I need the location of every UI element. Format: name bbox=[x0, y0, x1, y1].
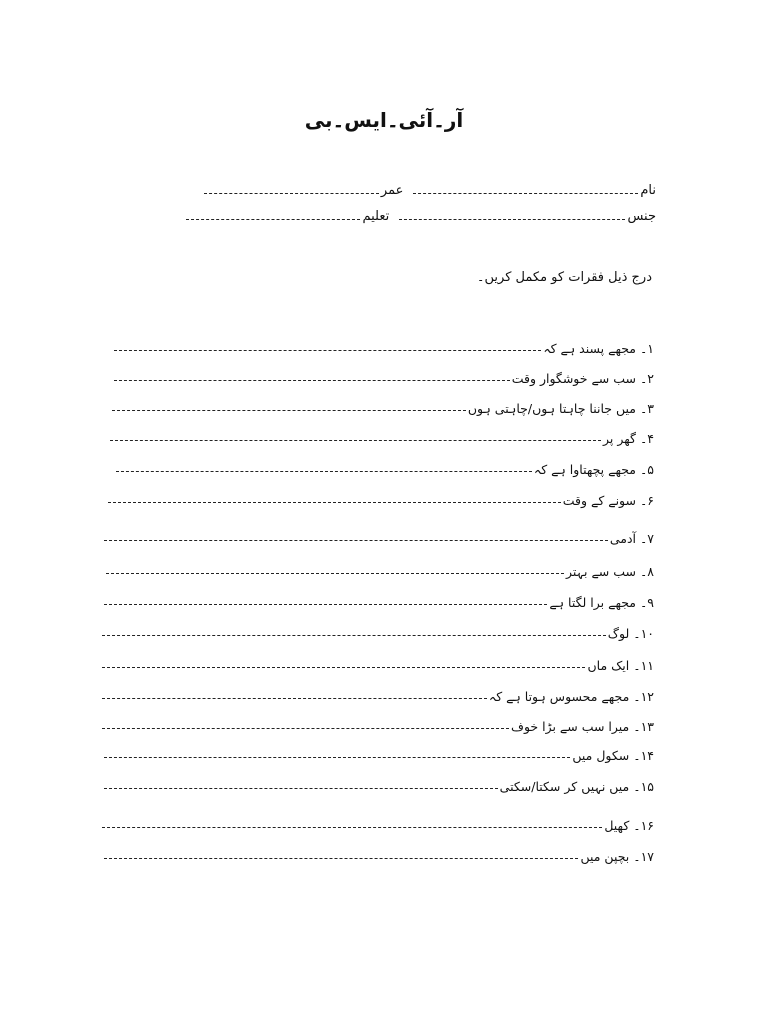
name-field[interactable] bbox=[413, 193, 638, 194]
sentence-answer-line[interactable] bbox=[110, 440, 601, 441]
sentence-label: ۹۔ مجھے برا لگتا ہے bbox=[549, 595, 654, 610]
sentence-label: ۸۔ سب سے بہتر bbox=[566, 564, 654, 579]
sentence-item-3 bbox=[112, 394, 654, 416]
sentence-label: ۱۔ مجھے پسند ہے کہ bbox=[543, 341, 654, 356]
instruction-text: درج ذیل فقرات کو مکمل کریں۔ bbox=[476, 270, 652, 285]
sentence-answer-line[interactable] bbox=[116, 471, 532, 472]
sentence-label: ۱۱۔ ایک ماں bbox=[587, 658, 654, 673]
sentence-answer-line[interactable] bbox=[102, 698, 487, 699]
sentence-label: ۱۵۔ میں نہیں کر سکتا/سکتی bbox=[499, 779, 654, 794]
gender-field[interactable] bbox=[399, 219, 625, 220]
sentence-answer-line[interactable] bbox=[104, 858, 578, 859]
sentence-answer-line[interactable] bbox=[108, 502, 561, 503]
sentence-item-2 bbox=[114, 364, 654, 386]
education-field[interactable] bbox=[186, 219, 360, 220]
sentence-item-15 bbox=[104, 772, 654, 794]
sentence-item-16 bbox=[102, 811, 654, 833]
education-label: تعلیم bbox=[362, 209, 390, 224]
page-title: آر۔آئی۔ایس۔بی bbox=[304, 108, 464, 132]
sentence-answer-line[interactable] bbox=[106, 573, 564, 574]
gender-education-row bbox=[186, 204, 656, 224]
sentence-item-10 bbox=[102, 619, 654, 641]
sentence-answer-line[interactable] bbox=[104, 604, 547, 605]
sentence-item-7 bbox=[104, 524, 654, 546]
age-field[interactable] bbox=[204, 193, 379, 194]
sentence-answer-line[interactable] bbox=[114, 380, 510, 381]
sentence-answer-line[interactable] bbox=[104, 788, 498, 789]
sentence-label: ۱۲۔ مجھے محسوس ہوتا ہے کہ bbox=[488, 689, 654, 704]
sentence-answer-line[interactable] bbox=[104, 540, 608, 541]
sentence-answer-line[interactable] bbox=[102, 827, 602, 828]
sentence-label: ۱۶۔ کھیل bbox=[604, 818, 654, 833]
sentence-label: ۱۴۔ سکول میں bbox=[572, 748, 654, 763]
sentence-item-9 bbox=[104, 588, 654, 610]
sentence-item-17 bbox=[104, 842, 654, 864]
sentence-item-4 bbox=[110, 424, 654, 446]
sentence-label: ۱۰۔ لوگ bbox=[607, 626, 654, 641]
sentence-label: ۱۳۔ میرا سب سے بڑا خوف bbox=[510, 719, 654, 734]
sentence-answer-line[interactable] bbox=[104, 757, 570, 758]
sentence-item-8 bbox=[106, 557, 654, 579]
sentence-answer-line[interactable] bbox=[114, 350, 541, 351]
sentence-item-11 bbox=[102, 651, 654, 673]
gender-label: جنس bbox=[627, 209, 656, 224]
sentence-item-12 bbox=[102, 682, 654, 704]
sentence-item-5 bbox=[116, 455, 654, 477]
sentence-label: ۲۔ سب سے خوشگوار وقت bbox=[511, 371, 654, 386]
sentence-label: ۳۔ میں جاننا چاہتا ہوں/چاہتی ہوں bbox=[467, 401, 654, 416]
name-age-row bbox=[186, 178, 656, 198]
sentence-item-14 bbox=[104, 741, 654, 763]
sentence-answer-line[interactable] bbox=[112, 410, 466, 411]
sentence-answer-line[interactable] bbox=[102, 667, 585, 668]
age-label: عمر bbox=[380, 183, 404, 198]
sentence-answer-line[interactable] bbox=[102, 728, 509, 729]
sentence-label: ۶۔ سونے کے وقت bbox=[562, 493, 654, 508]
sentence-label: ۴۔ گھر پر bbox=[603, 431, 654, 446]
sentence-item-13 bbox=[102, 712, 654, 734]
sentence-item-6 bbox=[108, 486, 654, 508]
sentence-label: ۵۔ مجھے پچھتاوا ہے کہ bbox=[533, 462, 654, 477]
sentence-label: ۱۷۔ بچپن میں bbox=[580, 849, 654, 864]
sentence-answer-line[interactable] bbox=[102, 635, 606, 636]
name-label: نام bbox=[640, 183, 656, 198]
sentence-label: ۷۔ آدمی bbox=[609, 531, 654, 546]
sentence-item-1 bbox=[114, 334, 654, 356]
